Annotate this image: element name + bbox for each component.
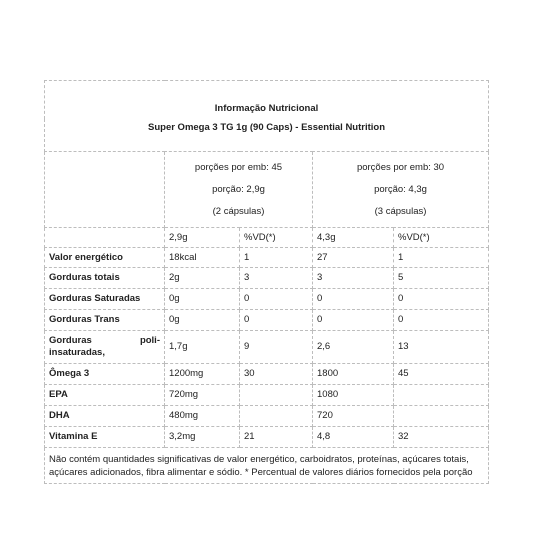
serving-info-1 bbox=[165, 152, 313, 228]
serving-capsules: (2 cápsulas) bbox=[212, 205, 265, 217]
row-label: Ômega 3 bbox=[45, 364, 165, 385]
column-header: %VD(*) bbox=[394, 228, 489, 248]
cell-value: 0g bbox=[165, 289, 240, 310]
cell-value: 0 bbox=[313, 289, 394, 310]
cell-value: 1 bbox=[394, 248, 489, 268]
table-row bbox=[45, 289, 489, 310]
cell-value: 13 bbox=[394, 331, 489, 364]
cell-value: 3 bbox=[313, 268, 394, 289]
row-label-part: Gorduras bbox=[49, 335, 92, 346]
row-label: Gorduras Trans bbox=[45, 310, 165, 331]
cell-value: 0 bbox=[394, 310, 489, 331]
cell-value: 0g bbox=[165, 310, 240, 331]
column-header: 2,9g bbox=[165, 228, 240, 248]
cell-value: 720 bbox=[313, 406, 394, 427]
serving-capsules: (3 cápsulas) bbox=[374, 205, 427, 217]
row-label: DHA bbox=[45, 406, 165, 427]
cell-value: 720mg bbox=[165, 385, 240, 406]
column-header-row bbox=[45, 228, 489, 248]
cell-value: 3 bbox=[240, 268, 313, 289]
cell-value: 1 bbox=[240, 248, 313, 268]
empty-cell bbox=[45, 228, 165, 248]
row-label-part: poli- bbox=[139, 335, 160, 346]
serving-size: porção: 4,3g bbox=[374, 183, 427, 195]
cell-value: 5 bbox=[394, 268, 489, 289]
cell-value: 2,6 bbox=[313, 331, 394, 364]
table-row bbox=[45, 364, 489, 385]
cell-value: 32 bbox=[394, 427, 489, 448]
cell-value: 30 bbox=[240, 364, 313, 385]
cell-value: 0 bbox=[240, 289, 313, 310]
cell-value: 45 bbox=[394, 364, 489, 385]
cell-value bbox=[394, 406, 489, 427]
cell-value: 1200mg bbox=[165, 364, 240, 385]
cell-value: 480mg bbox=[165, 406, 240, 427]
row-label: Gorduras totais bbox=[45, 268, 165, 289]
table-row bbox=[45, 268, 489, 289]
cell-value bbox=[240, 406, 313, 427]
cell-value: 1080 bbox=[313, 385, 394, 406]
cell-value: 3,2mg bbox=[165, 427, 240, 448]
cell-value: 27 bbox=[313, 248, 394, 268]
table-row bbox=[45, 406, 489, 427]
row-label: EPA bbox=[45, 385, 165, 406]
row-label-part: insaturadas, bbox=[49, 347, 105, 358]
cell-value: 2g bbox=[165, 268, 240, 289]
row-label: Gorduras Saturadas bbox=[45, 289, 165, 310]
nutrition-table bbox=[44, 80, 489, 484]
cell-value: 0 bbox=[313, 310, 394, 331]
cell-value: 1,7g bbox=[165, 331, 240, 364]
cell-value: 0 bbox=[394, 289, 489, 310]
servings-per-package: porções por emb: 30 bbox=[356, 161, 445, 173]
product-name: Super Omega 3 TG 1g (90 Caps) - Essential Nutrition bbox=[45, 119, 489, 152]
cell-value: 9 bbox=[240, 331, 313, 364]
footnote: Não contém quantidades significativas de valor energético, carboidratos, proteínas, açúcares totais, açúcares adicionados, fibra alimentar e sódio. * Percentual de valores diários fornecidos pela porção bbox=[45, 448, 489, 484]
servings-per-package: porções por emb: 45 bbox=[194, 161, 283, 173]
row-label: Valor energético bbox=[45, 248, 165, 268]
table-row bbox=[45, 331, 489, 364]
table-title: Informação Nutricional bbox=[45, 81, 489, 119]
serving-info-2 bbox=[313, 152, 489, 228]
cell-value: 21 bbox=[240, 427, 313, 448]
cell-value bbox=[240, 385, 313, 406]
table-row bbox=[45, 427, 489, 448]
cell-value: 4,8 bbox=[313, 427, 394, 448]
table-row bbox=[45, 248, 489, 268]
empty-cell bbox=[45, 152, 165, 228]
cell-value: 0 bbox=[240, 310, 313, 331]
column-header: %VD(*) bbox=[240, 228, 313, 248]
cell-value: 18kcal bbox=[165, 248, 240, 268]
table-row bbox=[45, 310, 489, 331]
table-row bbox=[45, 385, 489, 406]
row-label bbox=[45, 331, 165, 364]
row-label: Vitamina E bbox=[45, 427, 165, 448]
cell-value bbox=[394, 385, 489, 406]
column-header: 4,3g bbox=[313, 228, 394, 248]
serving-size: porção: 2,9g bbox=[212, 183, 265, 195]
cell-value: 1800 bbox=[313, 364, 394, 385]
